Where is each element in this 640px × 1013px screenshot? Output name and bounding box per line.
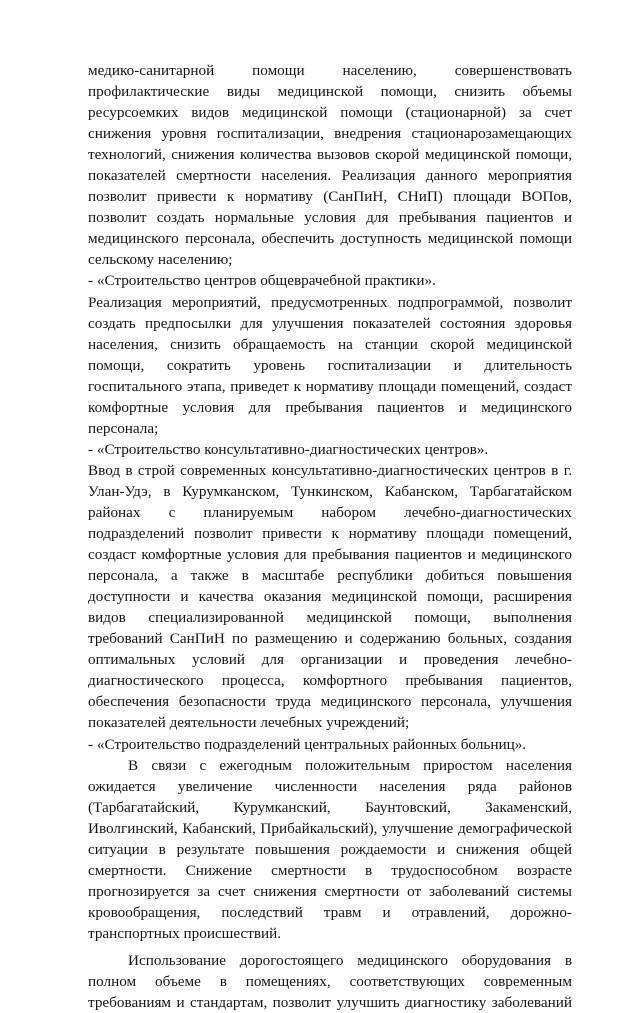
text-line: создать предпосылки для улучшения показателей состояния здоровья — [88, 314, 572, 332]
text-line: медицинского персонала, обеспечить доступность медицинской помощи — [88, 230, 572, 248]
paragraph-first-line: В связи с ежегодным положительным приростом населения — [128, 756, 572, 774]
text-line: помощи, сократить уровень госпитализации и длительность — [88, 356, 572, 374]
text-line: показателей смертности населения. Реализация данного мероприятия — [88, 167, 572, 185]
text-line: требований СанПиН по размещению и содержанию больных, создания — [88, 630, 572, 648]
text-line: показателей деятельности лечебных учреждений; — [88, 714, 410, 732]
text-line: профилактические виды медицинской помощи, снизить объемы — [88, 83, 572, 101]
list-item-heading: - «Строительство подразделений центральных районных больниц». — [88, 735, 527, 753]
list-item-heading: - «Строительство консультативно-диагностических центров». — [88, 440, 489, 458]
text-line: медико-санитарной помощи населению, совершенствовать — [88, 62, 572, 79]
text-line: ресурсоемких видов медицинской помощи (стационарной) за счет — [88, 104, 572, 122]
text-line: персонала; — [88, 419, 159, 437]
text-line: видов специализированной медицинской помощи, выполнения — [88, 609, 572, 627]
text-line: прогнозируется за счет снижения смертности от заболеваний системы — [88, 882, 572, 900]
paragraph-first-line: Использование дорогостоящего медицинского оборудования в — [128, 951, 572, 969]
text-line: технологий, снижения количества вызовов скорой медицинской помощи, — [88, 146, 572, 164]
text-line: требованиям и стандартам, позволит улучшить диагностику заболеваний — [88, 994, 572, 1012]
text-line: создаст комфортные условия для пребывания пациентов и медицинского — [88, 546, 572, 564]
body-text — [88, 60, 572, 1013]
text-line: персонала, а также в масштабе республики добиться повышения — [88, 567, 572, 585]
text-line: Улан-Удэ, в Курумканском, Тункинском, Кабанском, Тарбагатайском — [88, 482, 572, 500]
text-line: позволит создать нормальные условия для пребывания пациентов и — [88, 209, 572, 227]
text-line: районах с планируемым набором лечебно-диагностических — [88, 503, 572, 521]
text-line: госпитального этапа, приведет к нормативу площади помещений, создаст — [88, 377, 572, 395]
text-line: Ввод в строй современных консультативно-диагностических центров в г. — [88, 461, 572, 479]
text-line: комфортные условия для пребывания пациентов и медицинского — [88, 398, 572, 416]
text-line: доступности и качества оказания медицинской помощи, расширения — [88, 588, 572, 606]
text-line: оптимальных условий для организации и проведения лечебно- — [88, 651, 572, 669]
list-item-heading: - «Строительство центров общеврачебной практики». — [88, 272, 436, 290]
text-line: транспортных происшествий. — [88, 924, 282, 942]
text-line: полном объеме в помещениях, соответствующих современным — [88, 973, 572, 991]
text-line: ситуации в результате повышения рождаемости и снижения общей — [88, 840, 572, 858]
text-line: Реализация мероприятий, предусмотренных подпрограммой, позволит — [88, 293, 572, 311]
text-line: позволит привести к нормативу (СанПиН, СНиП) площади ВОПов, — [88, 188, 572, 206]
text-line: ожидается увеличение численности населения ряда районов — [88, 777, 572, 795]
text-line: населения, снизить обращаемость на станции скорой медицинской — [88, 335, 572, 353]
text-line: кровообращения, последствий травм и отравлений, дорожно- — [88, 903, 572, 921]
text-line: сельскому населению; — [88, 251, 233, 269]
text-line: диагностического процесса, комфортного пребывания пациентов, — [88, 672, 572, 690]
text-line: (Тарбагатайский, Курумканский, Баунтовский, Закаменский, — [88, 798, 572, 816]
text-line: подразделений позволит привести к нормативу площади помещений, — [88, 525, 572, 543]
text-line: смертности. Снижение смертности в трудоспособном возрасте — [88, 861, 572, 879]
text-line: Иволгинский, Кабанский, Прибайкальский), улучшение демографической — [88, 819, 572, 837]
text-line: обеспечения безопасности труда медицинского персонала, улучшения — [88, 693, 572, 711]
text-line: снижения уровня госпитализации, внедрения стационарозамещающих — [88, 125, 572, 143]
